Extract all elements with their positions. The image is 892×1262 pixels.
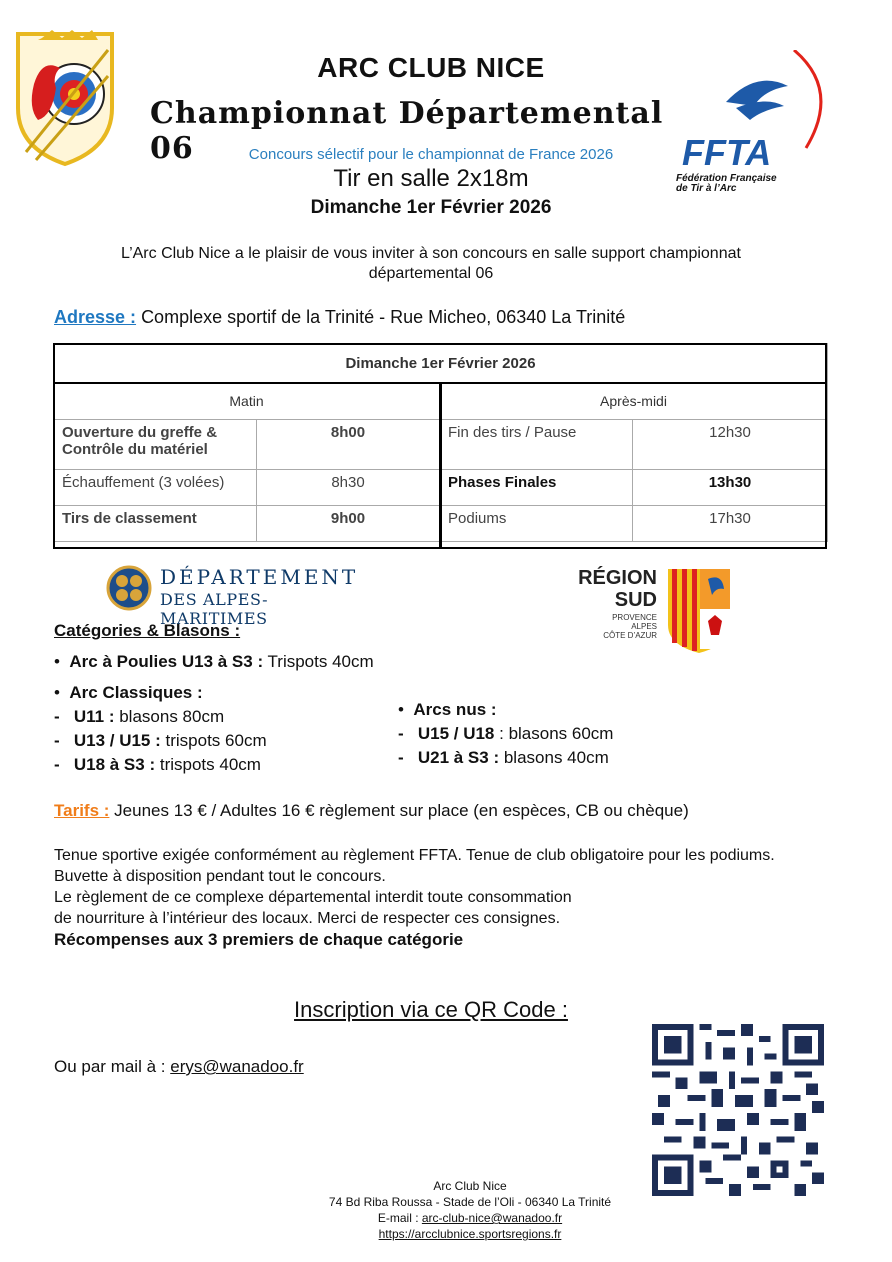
region-sud-logo: [562, 565, 732, 655]
region-line1: RÉGION: [578, 567, 657, 589]
categories-title: Catégories & Blasons :: [54, 621, 241, 640]
region-shield-icon: [666, 565, 732, 655]
afternoon-time: 12h30: [633, 420, 828, 470]
footer-address: 74 Bd Riba Roussa - Stade de l’Oli - 06340 La Trinité: [328, 1195, 612, 1209]
morning-event: Ouverture du greffe & Contrôle du matériel: [54, 420, 257, 470]
region-line5: CÔTE D’AZUR: [603, 631, 657, 640]
classique-label: U13 / U15 :: [73, 731, 161, 750]
tarifs-line: [54, 801, 689, 821]
departement-emblem-icon: [106, 565, 152, 611]
table-divider-vertical: [439, 383, 442, 547]
afternoon-header: Après-midi: [440, 383, 828, 420]
inscription-heading: Inscription via ce QR Code :: [294, 997, 568, 1022]
footer-email-label: E-mail :: [377, 1211, 419, 1225]
list-item: - U11 : blasons 80cm: [54, 707, 225, 726]
footer-email-line: [200, 1210, 740, 1226]
bullet-icon: •: [398, 700, 414, 719]
afternoon-event: Phases Finales: [440, 470, 633, 506]
bullet-icon: •: [54, 683, 70, 702]
championship-title: Championnat Départemental 06: [150, 96, 664, 166]
nus-label: U15 / U18: [417, 724, 495, 743]
schedule-title: Dimanche 1er Février 2026: [54, 344, 828, 383]
footer-email-link[interactable]: arc-club-nice@wanadoo.fr: [421, 1211, 563, 1225]
footer-name: Arc Club Nice: [433, 1179, 507, 1193]
departement-line2: DES ALPES-MARITIMES: [160, 590, 269, 628]
note-line: Buvette à disposition pendant tout le concours.: [54, 868, 386, 885]
classiques-label: Arc Classiques :: [69, 683, 203, 702]
ffta-fullname: [676, 174, 777, 194]
afternoon-event: Fin des tirs / Pause: [440, 420, 633, 470]
classiques-title: [54, 683, 203, 703]
poulies-value: Trispots 40cm: [267, 652, 374, 671]
nus-value: blasons 40cm: [503, 748, 609, 767]
note-line: Tenue sportive exigée conformément au règlement FFTA. Tenue de club obligatoire pour les podiums.: [54, 847, 775, 864]
bullet-icon: •: [54, 652, 70, 671]
morning-event: Échauffement (3 volées): [54, 470, 257, 506]
mail-label: Ou par mail à :: [54, 1057, 166, 1076]
tarifs-value: Jeunes 13 € / Adultes 16 € règlement sur place (en espèces, CB ou chèque): [114, 801, 689, 820]
list-item: - U18 à S3 : trispots 40cm: [54, 755, 261, 774]
club-title: ARC CLUB NICE: [317, 52, 545, 83]
note-line: Le règlement de ce complexe départemental interdit toute consommation: [54, 889, 572, 906]
address-line: [54, 307, 625, 328]
ffta-sub2: de Tir à l’Arc: [676, 183, 737, 194]
region-line3-5: [603, 613, 657, 640]
arcs-nus-title: [398, 700, 497, 720]
mail-line: [54, 1057, 304, 1077]
address-value: Complexe sportif de la Trinité - Rue Micheo, 06340 La Trinité: [141, 307, 626, 327]
list-item: - U13 / U15 : trispots 60cm: [54, 731, 267, 750]
classique-value: blasons 80cm: [119, 707, 225, 726]
address-label: Adresse :: [54, 307, 137, 327]
afternoon-time: 17h30: [633, 506, 828, 542]
discipline-title: Tir en salle 2x18m: [333, 165, 529, 192]
rewards-line: Récompenses aux 3 premiers de chaque catégorie: [54, 930, 464, 949]
mail-link[interactable]: erys@wanadoo.fr: [170, 1057, 304, 1076]
poulies-label: Arc à Poulies U13 à S3 :: [69, 652, 264, 671]
classique-value: trispots 40cm: [159, 755, 261, 774]
region-line3: PROVENCE: [612, 613, 657, 622]
nus-label: U21 à S3 :: [417, 748, 500, 767]
morning-time: 9h00: [257, 506, 440, 542]
classique-label: U11 :: [73, 707, 115, 726]
nus-value: : blasons 60cm: [499, 724, 614, 743]
tarifs-label: Tarifs :: [54, 801, 110, 820]
qr-code[interactable]: [652, 1024, 824, 1196]
region-line2: SUD: [614, 589, 657, 611]
departement-line1: DÉPARTEMENT: [160, 565, 359, 589]
region-line4: ALPES: [631, 622, 657, 631]
list-item: - U15 / U18 : blasons 60cm: [398, 724, 614, 743]
classique-label: U18 à S3 :: [73, 755, 156, 774]
afternoon-event: Podiums: [440, 506, 633, 542]
ffta-name: FFTA: [682, 132, 772, 173]
ffta-logo: [676, 50, 836, 200]
note-line: de nourriture à l’intérieur des locaux. Merci de respecter ces consignes.: [54, 910, 561, 927]
notes-block: [54, 845, 834, 950]
ffta-sub1: Fédération Française: [676, 173, 777, 184]
departement-logo: [106, 563, 366, 628]
list-item: - U21 à S3 : blasons 40cm: [398, 748, 609, 767]
selective-subtitle: Concours sélectif pour le championnat de France 2026: [248, 146, 614, 163]
arcs-nus-label: Arcs nus :: [413, 700, 497, 719]
afternoon-time: 13h30: [633, 470, 828, 506]
morning-event: Tirs de classement: [54, 506, 257, 542]
classique-value: trispots 60cm: [165, 731, 267, 750]
morning-time: 8h30: [257, 470, 440, 506]
qr-code-icon: [652, 1024, 824, 1196]
intro-text: L’Arc Club Nice a le plaisir de vous inviter à son concours en salle support championnat départemental 06: [121, 245, 741, 282]
morning-time: 8h00: [257, 420, 440, 470]
footer-website-link[interactable]: https://arcclubnice.sportsregions.fr: [378, 1227, 562, 1241]
event-date: Dimanche 1er Février 2026: [310, 197, 552, 218]
footer: [200, 1178, 740, 1242]
poulies-line: [54, 652, 374, 672]
morning-header: Matin: [54, 383, 440, 420]
